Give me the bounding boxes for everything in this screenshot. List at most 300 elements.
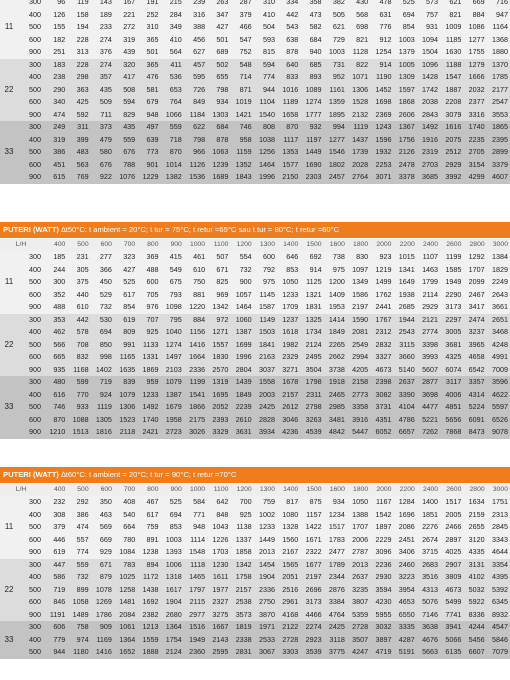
power-value: 5955 (370, 609, 393, 622)
power-value: 3303 (277, 646, 300, 659)
power-value: 5447 (347, 426, 370, 439)
power-value: 488 (137, 264, 160, 277)
power-value: 3685 (417, 171, 440, 184)
power-value: 1754 (161, 634, 184, 647)
power-value: 3417 (463, 301, 486, 314)
power-value: 900 (230, 276, 253, 289)
power-value: 4351 (370, 414, 393, 427)
power-value: 975 (324, 264, 347, 277)
power-value: 3154 (463, 159, 486, 172)
power-value: 1191 (44, 609, 67, 622)
power-value: 244 (44, 264, 67, 277)
power-value: 3660 (393, 351, 416, 364)
power-value: 3071 (370, 171, 393, 184)
power-value: 290 (44, 84, 67, 97)
power-value: 549 (161, 264, 184, 277)
power-value: 1233 (137, 389, 160, 402)
power-value: 1125 (300, 276, 323, 289)
power-table-top (0, 0, 510, 184)
power-value: 2651 (487, 314, 510, 327)
column-header: 1500 (300, 484, 323, 496)
power-value: 1652 (114, 646, 137, 659)
power-value: 2377 (463, 96, 486, 109)
power-value: 4607 (487, 171, 510, 184)
power-value: 507 (207, 251, 230, 264)
table-row (0, 414, 510, 427)
power-value: 1635 (114, 364, 137, 377)
power-value: 239 (184, 0, 207, 9)
power-value: 581 (137, 84, 160, 97)
power-value: 664 (114, 521, 137, 534)
power-value: 4653 (393, 596, 416, 609)
power-value: 3406 (393, 546, 416, 559)
power-value: 795 (161, 314, 184, 327)
power-value: 2977 (184, 609, 207, 622)
column-header: 500 (67, 239, 90, 251)
power-value: 3390 (393, 389, 416, 402)
power-value: 4313 (417, 584, 440, 597)
power-value: 2086 (393, 521, 416, 534)
power-value: 998 (91, 351, 114, 364)
power-value: 875 (300, 496, 323, 509)
header-label: L/H (0, 484, 44, 496)
power-value: 1243 (370, 121, 393, 134)
power-value: 925 (230, 509, 253, 522)
power-value: 731 (324, 59, 347, 72)
power-value: 1798 (300, 376, 323, 389)
power-value: 4991 (487, 351, 510, 364)
power-value: 4104 (393, 401, 416, 414)
power-value: 189 (91, 9, 114, 22)
power-value: 277 (91, 251, 114, 264)
power-value: 4287 (393, 634, 416, 647)
power-value: 914 (370, 59, 393, 72)
power-value: 3993 (417, 351, 440, 364)
power-value: 1786 (91, 609, 114, 622)
power-value: 1005 (393, 59, 416, 72)
power-value: 854 (114, 301, 137, 314)
power-value: 1789 (324, 559, 347, 572)
power-value: 1692 (137, 596, 160, 609)
power-value: 4842 (324, 426, 347, 439)
power-value: 714 (230, 71, 253, 84)
power-value: 771 (184, 509, 207, 522)
power-value: 3316 (463, 109, 486, 122)
power-value: 1337 (230, 534, 253, 547)
power-value: 708 (67, 339, 90, 352)
power-value: 1210 (44, 426, 67, 439)
power-value: 5663 (417, 646, 440, 659)
column-header: 1400 (277, 484, 300, 496)
power-value: 9078 (487, 426, 510, 439)
power-value: 5499 (440, 596, 463, 609)
power-value: 1379 (393, 46, 416, 59)
height-value: 400 (18, 634, 44, 647)
power-value: 4314 (463, 389, 486, 402)
power-value: 3271 (277, 364, 300, 377)
power-value: 379 (44, 521, 67, 534)
power-value: 948 (137, 109, 160, 122)
power-value: 505 (324, 9, 347, 22)
power-value: 1066 (160, 109, 183, 122)
power-value: 1437 (347, 134, 370, 147)
power-value: 1309 (393, 71, 416, 84)
power-value: 2369 (370, 109, 393, 122)
power-value: 3539 (300, 646, 323, 659)
power-value: 788 (114, 159, 137, 172)
power-value: 1699 (230, 339, 253, 352)
power-value: 2303 (300, 171, 323, 184)
height-value: 600 (18, 96, 44, 109)
power-value: 2828 (254, 414, 277, 427)
power-value: 586 (44, 571, 67, 584)
power-value: 525 (161, 496, 184, 509)
power-value: 685 (300, 59, 323, 72)
power-value: 846 (44, 596, 67, 609)
power-value: 958 (230, 134, 253, 147)
power-value: 675 (161, 276, 184, 289)
power-value: 1596 (370, 134, 393, 147)
height-value: 500 (18, 146, 44, 159)
power-value: 4466 (300, 609, 323, 622)
power-value: 3079 (440, 109, 463, 122)
power-value: 410 (160, 34, 183, 47)
column-header: 900 (161, 484, 184, 496)
power-value: 1003 (393, 34, 416, 47)
column-header: 2800 (463, 484, 486, 496)
power-value: 1200 (324, 276, 347, 289)
power-value: 238 (44, 71, 67, 84)
power-value: 642 (207, 496, 230, 509)
power-value: 4102 (463, 571, 486, 584)
power-value: 1079 (114, 389, 137, 402)
power-value: 568 (347, 9, 370, 22)
power-value: 1897 (370, 521, 393, 534)
power-value: 1916 (417, 134, 440, 147)
power-value: 617 (137, 509, 160, 522)
power-value: 5607 (417, 364, 440, 377)
power-value: 1306 (114, 401, 137, 414)
power-value: 582 (300, 21, 323, 34)
power-value: 3775 (324, 646, 347, 659)
power-value: 474 (44, 109, 67, 122)
power-value: 822 (347, 59, 370, 72)
power-value: 334 (277, 0, 300, 9)
power-value: 2013 (254, 546, 277, 559)
power-value: 5597 (487, 401, 510, 414)
power-value: 2685 (393, 301, 416, 314)
power-value: 440 (67, 289, 90, 302)
power-value: 825 (207, 276, 230, 289)
power-value: 408 (114, 496, 137, 509)
power-value: 669 (463, 0, 486, 9)
power-value: 2235 (463, 134, 486, 147)
table-row (0, 159, 510, 172)
power-value: 774 (254, 71, 277, 84)
power-value: 4547 (487, 621, 510, 634)
power-value: 1517 (324, 521, 347, 534)
table-row (0, 59, 510, 72)
power-value: 2312 (370, 326, 393, 339)
power-value: 501 (137, 46, 160, 59)
power-value: 1630 (440, 46, 463, 59)
column-header: 1400 (277, 239, 300, 251)
power-value: 7741 (440, 609, 463, 622)
power-value: 2118 (114, 426, 137, 439)
power-value: 732 (91, 301, 114, 314)
power-value: 711 (91, 109, 114, 122)
power-value: 2728 (347, 621, 370, 634)
column-header: 600 (91, 239, 114, 251)
power-value: 716 (487, 0, 510, 9)
power-value: 3117 (440, 376, 463, 389)
power-value: 473 (300, 9, 323, 22)
power-value: 1161 (324, 84, 347, 97)
power-value: 3118 (324, 634, 347, 647)
power-value: 1667 (207, 621, 230, 634)
power-value: 1843 (230, 171, 253, 184)
power-value: 655 (207, 71, 230, 84)
power-value: 4658 (463, 351, 486, 364)
power-value: 718 (160, 134, 183, 147)
power-value: 451 (44, 159, 67, 172)
power-value: 4325 (440, 351, 463, 364)
column-header: 3000 (487, 484, 510, 496)
power-value: 1783 (324, 534, 347, 547)
power-value: 439 (114, 46, 137, 59)
power-value: 417 (114, 71, 137, 84)
power-value: 653 (160, 84, 183, 97)
power-value: 298 (67, 71, 90, 84)
power-value: 1184 (184, 109, 207, 122)
power-value: 1359 (324, 96, 347, 109)
power-value: 1169 (91, 634, 114, 647)
column-header: 600 (91, 484, 114, 496)
power-value: 1938 (393, 289, 416, 302)
power-value: 1016 (277, 84, 300, 97)
power-value: 899 (67, 584, 90, 597)
table-row (0, 509, 510, 522)
height-value: 500 (18, 401, 44, 414)
power-value: 617 (114, 289, 137, 302)
power-value: 1234 (324, 509, 347, 522)
power-value: 3738 (324, 364, 347, 377)
power-value: 1678 (277, 376, 300, 389)
column-header: 400 (44, 239, 67, 251)
power-value: 358 (300, 0, 323, 9)
power-value: 1536 (184, 171, 207, 184)
table-row (0, 264, 510, 277)
power-value: 619 (44, 546, 67, 559)
power-value: 502 (207, 59, 230, 72)
power-value: 750 (184, 276, 207, 289)
power-value: 2398 (370, 376, 393, 389)
power-value: 769 (67, 171, 90, 184)
power-value: 456 (184, 34, 207, 47)
power-value: 669 (91, 534, 114, 547)
power-value: 5392 (487, 584, 510, 597)
power-value: 1895 (324, 109, 347, 122)
power-value: 783 (114, 559, 137, 572)
height-value: 400 (18, 509, 44, 522)
power-value: 2643 (487, 289, 510, 302)
power-value: 1104 (254, 96, 277, 109)
power-value: 2122 (277, 621, 300, 634)
power-value: 2832 (370, 339, 393, 352)
power-value: 839 (114, 376, 137, 389)
power-value: 1503 (254, 326, 277, 339)
power-value: 313 (67, 46, 90, 59)
power-value: 1229 (137, 171, 160, 184)
power-value: 5032 (463, 584, 486, 597)
height-value: 300 (18, 376, 44, 389)
power-value: 2249 (487, 276, 510, 289)
power-value: 6607 (463, 646, 486, 659)
radiator-type: 11 (0, 496, 18, 559)
power-value: 1165 (114, 351, 137, 364)
power-value: 320 (114, 59, 137, 72)
power-value: 1167 (370, 496, 393, 509)
header-label: L/H (0, 239, 44, 251)
power-value: 155 (44, 21, 67, 34)
power-value: 1888 (137, 646, 160, 659)
power-value: 2239 (230, 401, 253, 414)
radiator-type: 22 (0, 559, 18, 622)
power-value: 1050 (347, 496, 370, 509)
power-value: 3327 (370, 351, 393, 364)
power-value: 461 (184, 251, 207, 264)
power-value: 6091 (463, 414, 486, 427)
power-value: 559 (114, 134, 137, 147)
power-value: 931 (417, 21, 440, 34)
power-value: 466 (230, 21, 253, 34)
column-header: 2000 (370, 239, 393, 251)
power-value: 557 (67, 534, 90, 547)
power-value: 251 (44, 46, 67, 59)
power-value: 1172 (137, 571, 160, 584)
power-value: 1189 (277, 96, 300, 109)
power-value: 1869 (137, 364, 160, 377)
power-value: 2329 (277, 351, 300, 364)
power-value: 1849 (230, 389, 253, 402)
height-value: 600 (18, 534, 44, 547)
power-value: 594 (114, 96, 137, 109)
power-value: 2265 (324, 339, 347, 352)
power-value: 2845 (487, 521, 510, 534)
power-value: 8473 (463, 426, 486, 439)
power-value: 671 (91, 559, 114, 572)
power-value: 483 (67, 146, 90, 159)
power-value: 578 (67, 326, 90, 339)
power-value: 435 (114, 121, 137, 134)
power-value: 221 (114, 9, 137, 22)
power-value: 932 (300, 121, 323, 134)
power-value: 119 (67, 0, 90, 9)
power-value: 1387 (230, 326, 253, 339)
power-value: 792 (254, 264, 277, 277)
power-value: 817 (277, 496, 300, 509)
power-value: 1560 (277, 534, 300, 547)
power-value: 676 (114, 146, 137, 159)
power-value: 4230 (370, 596, 393, 609)
power-value: 3115 (393, 339, 416, 352)
height-value: 400 (18, 134, 44, 147)
table-row (0, 389, 510, 402)
column-header: 2400 (417, 484, 440, 496)
power-value: 2728 (277, 634, 300, 647)
power-value: 1409 (324, 289, 347, 302)
power-value: 1492 (137, 401, 160, 414)
table-row (0, 426, 510, 439)
height-value: 500 (18, 339, 44, 352)
table-row (0, 571, 510, 584)
power-value: 6052 (370, 426, 393, 439)
table-row (0, 596, 510, 609)
power-value: 6345 (487, 596, 510, 609)
power-value: 698 (347, 21, 370, 34)
power-value: 849 (184, 96, 207, 109)
power-value: 1071 (347, 71, 370, 84)
power-value: 478 (370, 0, 393, 9)
power-value: 2897 (440, 534, 463, 547)
power-value: 1080 (277, 509, 300, 522)
power-value: 316 (184, 9, 207, 22)
power-value: 1238 (137, 546, 160, 559)
power-value: 616 (44, 389, 67, 402)
power-value: 829 (114, 109, 137, 122)
table-row (0, 9, 510, 22)
power-value: 2674 (417, 534, 440, 547)
power-value: 447 (44, 559, 67, 572)
power-value: 554 (230, 251, 253, 264)
power-value: 427 (207, 21, 230, 34)
power-value: 2336 (254, 584, 277, 597)
power-value: 2132 (347, 109, 370, 122)
power-value: 2393 (207, 414, 230, 427)
power-value: 2516 (277, 584, 300, 597)
radiator-type: 33 (0, 121, 18, 184)
power-value: 909 (91, 621, 114, 634)
height-value: 500 (18, 84, 44, 97)
power-value: 305 (67, 264, 90, 277)
power-value: 2637 (347, 571, 370, 584)
power-value: 357 (91, 71, 114, 84)
power-value: 922 (91, 171, 114, 184)
column-header: 2600 (440, 239, 463, 251)
power-value: 1306 (347, 84, 370, 97)
column-header: 1200 (230, 239, 253, 251)
power-value: 467 (137, 496, 160, 509)
power-value: 272 (114, 21, 137, 34)
power-value: 3715 (417, 546, 440, 559)
column-header: 2200 (393, 484, 416, 496)
height-value: 600 (18, 34, 44, 47)
height-value: 400 (18, 389, 44, 402)
table-row (0, 546, 510, 559)
column-header: 3000 (487, 239, 510, 251)
column-header: 500 (67, 484, 90, 496)
power-value: 2124 (161, 646, 184, 659)
power-value: 3223 (393, 571, 416, 584)
power-value: 959 (137, 376, 160, 389)
power-value: 1180 (67, 646, 90, 659)
power-value: 994 (324, 121, 347, 134)
table-row (0, 46, 510, 59)
power-value: 1003 (324, 46, 347, 59)
power-value: 2495 (300, 351, 323, 364)
power-value: 310 (254, 0, 277, 9)
power-value: 347 (207, 9, 230, 22)
